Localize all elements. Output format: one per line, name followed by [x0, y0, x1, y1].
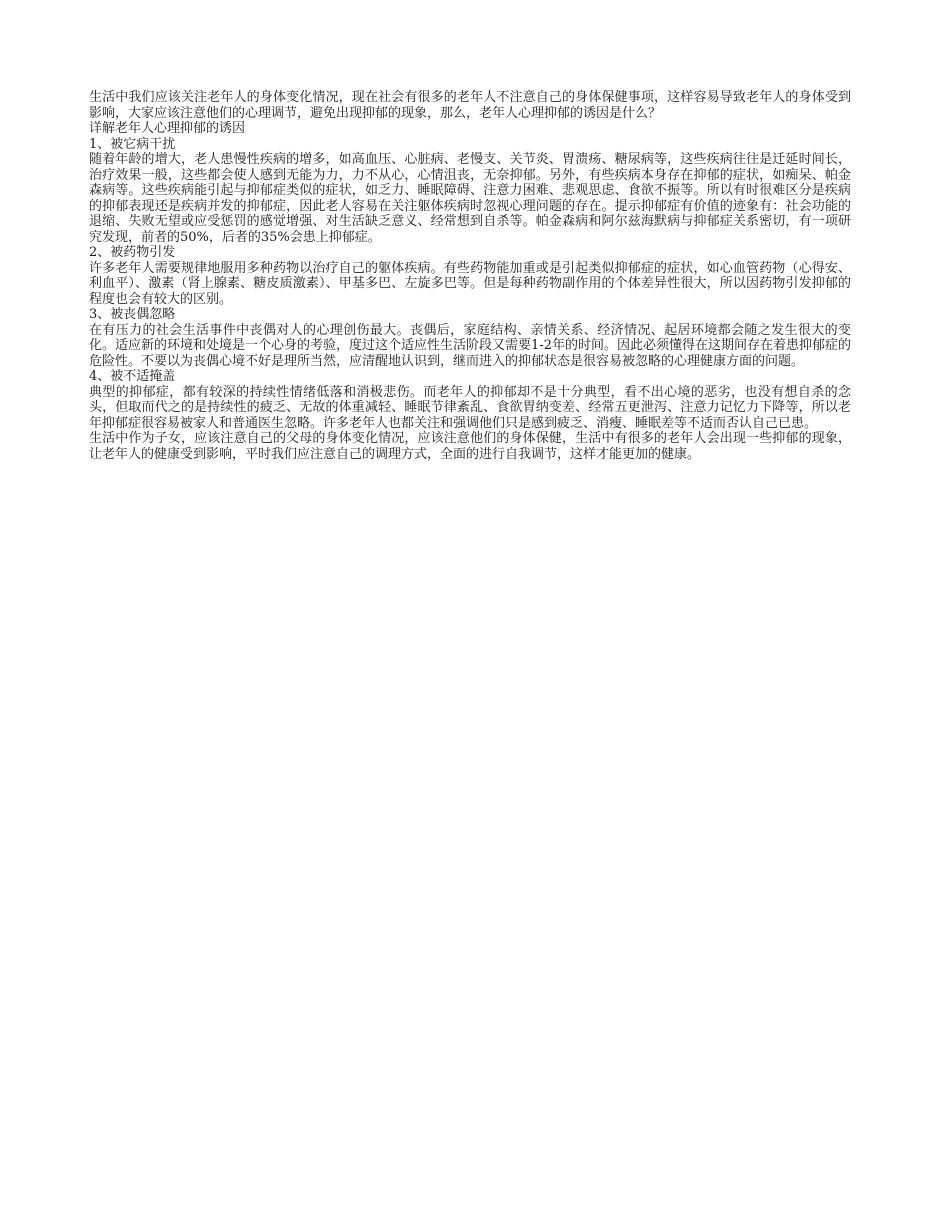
section-body: 在有压力的社会生活事件中丧偶对人的心理创伤最大。丧偶后，家庭结构、亲情关系、经济情况、起居环境都会随之发生很大的变化。适应新的环境和处境是一个心身的考验，度过这个适应性生活阶段又需要1-2年的时间。因此必须懂得在这期间存在着患抑郁症的危险性。不要以为丧偶心境不好是理所当然，应清醒地认识到，继而进入的抑郁状态是很容易被忽略的心理健康方面的问题。: [89, 322, 851, 369]
section-body: 许多老年人需要规律地服用多种药物以治疗自己的躯体疾病。有些药物能加重或是引起类似抑郁症的症状，如心血管药物（心得安、利血平）、激素（肾上腺素、糖皮质激素）、甲基多巴、左旋多巴等。但是每种药物副作用的个体差异性很大，所以因药物引发抑郁的程度也会有较大的区别。: [89, 260, 851, 307]
article-title: 详解老年人心理抑郁的诱因: [89, 121, 246, 136]
section-body: 随着年龄的增大，老人患慢性疾病的增多，如高血压、心脏病、老慢支、关节炎、胃溃疡、糖尿病等，这些疾病往往是迁延时间长，治疗效果一般，这些都会使人感到无能为力，力不从心，心情沮丧，无奈抑郁。另外，有些疾病本身存在抑郁的症状，如痴呆、帕金森病等。这些疾病能引起与抑郁症类似的症状，如乏力、睡眠障碍、注意力困难、悲观思虑、食欲不振等。所以有时很难区分是疾病的抑郁表现还是疾病并发的抑郁症，因此老人容易在关注躯体疾病时忽视心理问题的存在。提示抑郁症有价值的迹象有：社会功能的退缩、失败无望或应受惩罚的感觉增强、对生活缺乏意义、经常想到自杀等。帕金森病和阿尔兹海默病与抑郁症关系密切，有一项研究发现，前者的50%，后者的35%会患上抑郁症。: [89, 152, 851, 245]
conclusion-paragraph: 生活中作为子女，应该注意自己的父母的身体变化情况，应该注意他们的身体保健，生活中有很多的老年人会出现一些抑郁的现象，让老年人的健康受到影响，平时我们应注意自己的调理方式，全面的进行自我调节，这样才能更加的健康。: [89, 431, 851, 462]
section-heading: 1、被它病干扰: [89, 136, 176, 152]
article: [89, 90, 851, 462]
section-heading: 2、被药物引发: [89, 245, 176, 260]
section-heading: 3、被丧偶忽略: [89, 307, 176, 322]
intro-paragraph: 生活中我们应该关注老年人的身体变化情况，现在社会有很多的老年人不注意自己的身体保健事项，这样容易导致老年人的身体受到影响，大家应该注意他们的心理调节，避免出现抑郁的现象，那么，老年人心理抑郁的诱因是什么？: [89, 90, 851, 121]
section-heading: 4、被不适掩盖: [89, 369, 176, 384]
section-body: 典型的抑郁症，都有较深的持续性情绪低落和消极悲伤。而老年人的抑郁却不是十分典型，看不出心境的恶劣，也没有想自杀的念头，但取而代之的是持续性的疲乏、无故的体重减轻、睡眠节律紊乱、食欲胃纳变差、经常五更泄泻、注意力记忆力下降等，所以老年抑郁症很容易被家人和普通医生忽略。许多老年人也都关注和强调他们只是感到疲乏、消瘦、睡眠差等不适而否认自己已患。: [89, 384, 851, 431]
